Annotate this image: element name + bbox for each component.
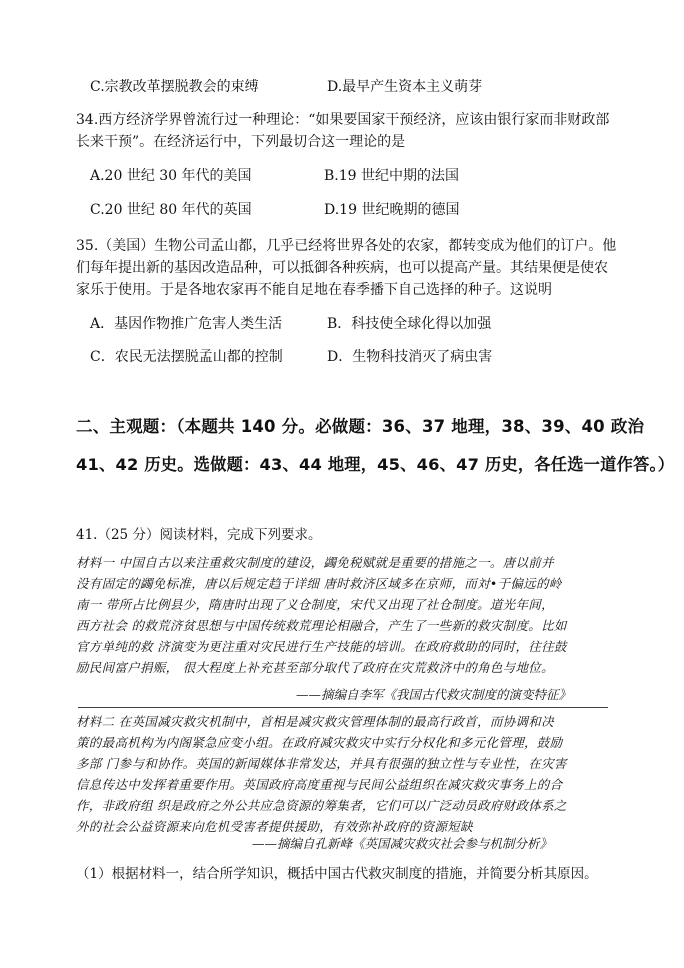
material-one-line: 官方单纯的救 济演变为更注重对灾民进行生产技能的培训。在政府救助的同时，往往鼓 xyxy=(76,639,567,654)
question-34-stem-line: 长来干预”。在经济运行中，下列最切合这一理论的是 xyxy=(76,134,406,150)
material-one-line: 西方社会 的救荒济贫思想与中国传统救荒理论相融合，产生了一些新的救灾制度。比如 xyxy=(76,618,567,633)
section-heading-line: 二、主观题：（本题共 140 分。必做题：36、37 地理，38、39、40 政治 xyxy=(76,417,645,436)
question-35-stem-line: 35.（美国）生物公司孟山都，几乎已经将世界各处的农家，都转变成为他们的订户。他 xyxy=(76,238,617,254)
question-41-intro: 41.（25 分）阅读材料，完成下列要求。 xyxy=(76,527,322,543)
material-one-line: 材料一 中国自古以来注重救灾制度的建设，蠲免税赋就是重要的措施之一。唐以前并 xyxy=(76,555,554,570)
material-two-source: ——摘编自孔新峰《英国减灾救灾社会参与机制分析》 xyxy=(252,836,553,851)
q34-option-a: A.20 世纪 30 年代的美国 xyxy=(90,168,252,184)
material-one-line: 没有固定的蠲免标准，唐以后规定趋于详细 唐时救济区域多在京师，而対•于偏远的岭 xyxy=(76,576,562,591)
divider xyxy=(78,707,608,708)
material-two-line: 信息传达中发挥着重要作用。英国政府高度重视与民间公益组织在减灾救灾事务上的合 xyxy=(76,777,563,792)
q35-option-b: B．科技使全球化得以加强 xyxy=(327,316,492,332)
material-two-line: 材料二 在英国减灾救灾机制中，首相是减灾救灾管理体制的最高行政首，而协调和决 xyxy=(76,714,554,729)
q34-option-d: D.19 世纪晚期的德国 xyxy=(324,202,460,218)
material-two-line: 多部 门参与和协作。英国的新闻媒体非常发达，并具有很强的独立性与专业性，在灾害 xyxy=(76,756,567,771)
material-two-line: 外的社会公益资源来向危机受害者提供援助，有效弥补政府的资源短缺 xyxy=(76,819,473,834)
q34-option-b: B.19 世纪中期的法国 xyxy=(324,168,460,184)
question-34-stem-line: 34.西方经济学界曾流行过一种理论：“如果要国家干预经济，应该由银行家而非财政部 xyxy=(76,112,610,128)
q35-option-a: A．基因作物推广危害人类生活 xyxy=(90,316,283,332)
q35-option-c: C．农民无法摆脱孟山都的控制 xyxy=(90,349,283,365)
question-35-stem-line: 家乐于使用。于是各地农家再不能自足地在春季播下自己选择的种子。这说明 xyxy=(76,282,552,298)
q35-option-d: D．生物科技消灭了病虫害 xyxy=(327,349,493,365)
material-one-line: 南一 带所占比例县少，隋唐时出现了义仓制度，宋代又出现了社仓制度。道光年间， xyxy=(76,597,554,612)
material-two-line: 作，非政府组 织是政府之外公共应急资源的筹集者，它们可以广泛动员政府财政体系之 xyxy=(76,798,567,813)
material-one-source: ——摘编自李军《我国古代救灾制度的演变特征》 xyxy=(296,687,572,702)
q34-option-c: C.20 世纪 80 年代的英国 xyxy=(90,202,252,218)
question-35-stem-line: 们每年提出新的基因改造品种，可以抵御各种疾病，也可以提高产量。其结果便是使农 xyxy=(76,260,608,276)
q33-option-d: D.最早产生资本主义萌芽 xyxy=(327,79,483,95)
material-two-line: 策的最高机构为内阁紧急应变小组。在政府减灾救灾中实行分权化和多元化管理，鼓励 xyxy=(76,735,563,750)
section-heading-line: 41、42 历史。选做题：43、44 地理，45、46、47 历史，各任选一道作答。） xyxy=(76,455,675,474)
question-41-part-1: （1）根据材料一，结合所学知识，概括中国古代救灾制度的措施，并简要分析其原因。 xyxy=(76,866,598,882)
material-one-line: 励民间富户捐赈， 很大程度上补充甚至部分取代了政府在灾荒救济中的角色与地位。 xyxy=(76,660,554,675)
q33-option-c: C.宗教改革摆脱教会的束缚 xyxy=(90,79,259,95)
